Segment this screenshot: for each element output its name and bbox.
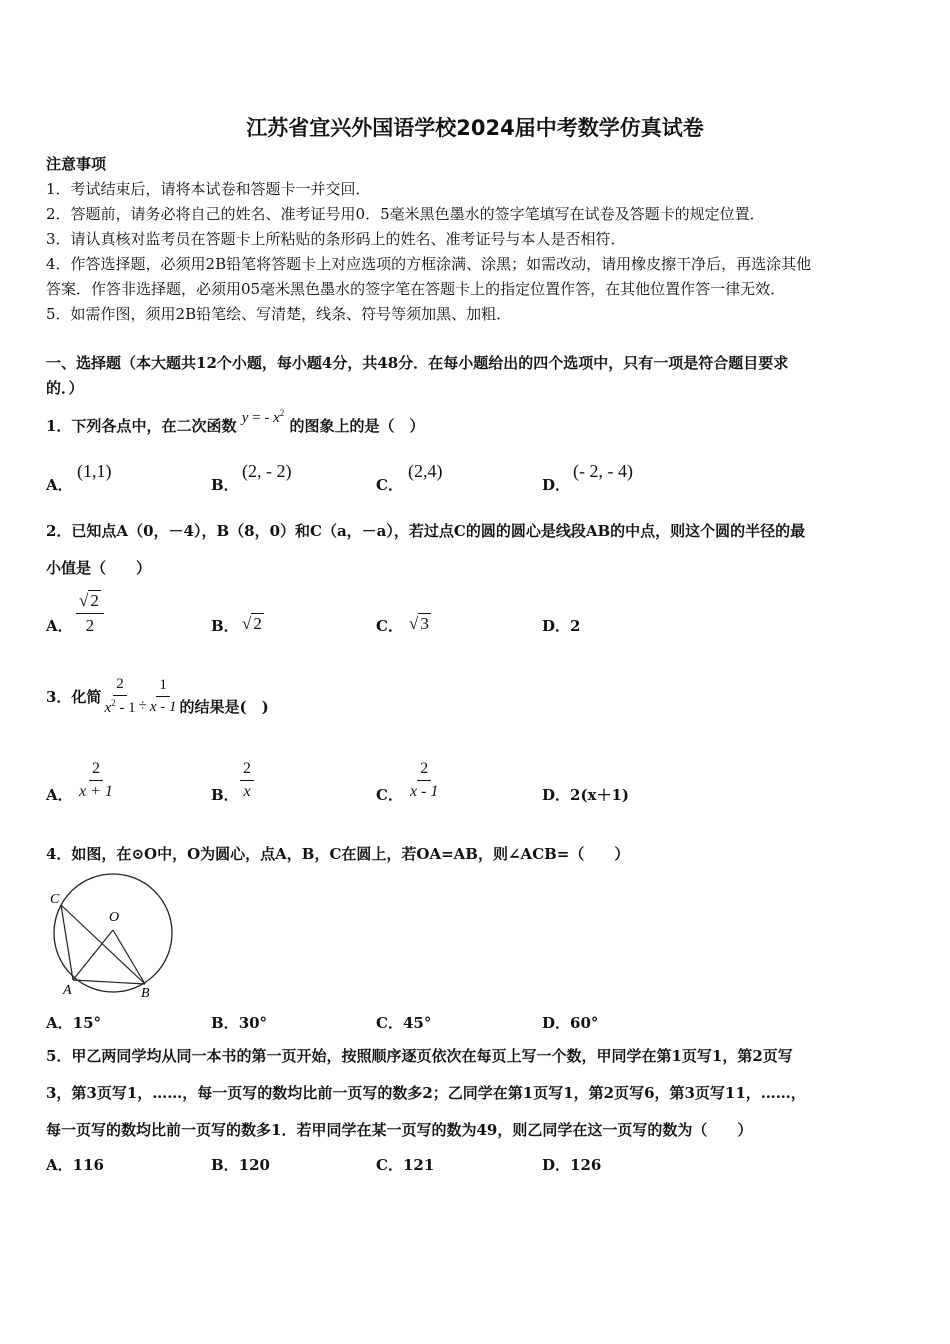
q2-label-b: B． xyxy=(211,617,239,635)
q2-label-a: A． xyxy=(46,617,73,635)
q2-option-a[interactable]: $\frac{√ 2}{2}$ xyxy=(76,591,104,636)
q5-option-d[interactable]: D．126 xyxy=(542,1156,602,1174)
q5-option-c[interactable]: C．121 xyxy=(376,1156,435,1174)
q1-option-d[interactable]: (- 2, - 4) xyxy=(573,461,633,481)
q3-option-b[interactable]: $\frac{2}{x}$ xyxy=(240,760,254,801)
q4-segment-ob xyxy=(113,930,145,984)
q4-segment-ab xyxy=(73,980,145,984)
notice-item-4: 4．作答选择题，必须用2B铅笔将答题卡上对应选项的方框涂满、涂黑；如需改动，请用橡皮擦干净后，再选涂其他 xyxy=(46,255,812,273)
q5-stem: 5．甲乙两同学均从同一本书的第一页开始，按照顺序逐页依次在每页上写一个数，甲同学在第1页写1，第2页写 xyxy=(46,1047,793,1065)
page-title: 江苏省宜兴外国语学校2024届中考数学仿真试卷 xyxy=(246,116,704,140)
q2-label-d[interactable]: D．2 xyxy=(542,617,581,635)
q4-label-b-point: B xyxy=(141,986,150,1000)
q2-option-d: 2 xyxy=(570,617,581,635)
q3-post: 的结果是( ) xyxy=(179,698,269,716)
section-heading-cont: 的．） xyxy=(46,379,84,397)
q4-segment-ao xyxy=(73,930,113,980)
q1-label-c: C． xyxy=(376,476,403,494)
q5-stem-cont-2: 每一页写的数均比前一页写的数多1．若甲同学在某一页写的数为49，则乙同学在这一页写的数为（ ） xyxy=(46,1121,753,1139)
q1-label-d: D． xyxy=(542,476,571,494)
q3-label-b: B． xyxy=(211,786,239,804)
q1-pre: 1．下列各点中，在二次函数 xyxy=(46,417,237,435)
q3-pre: 3．化简 xyxy=(46,688,102,706)
q4-option-a[interactable]: A．15° xyxy=(46,1014,102,1032)
q4-label-a-point: A xyxy=(63,983,72,998)
q4-stem: 4．如图，在⊙O中，O为圆心，点A，B，C在圆上，若OA=AB，则∠ACB=（ ） xyxy=(46,845,630,863)
q3-fraction-1: $\frac{2}{x^2 - 1}$ xyxy=(104,676,136,716)
q4-option-c[interactable]: C．45° xyxy=(376,1014,432,1032)
q1-option-a[interactable]: (1,1) xyxy=(77,461,112,481)
notice-item-1: 1．考试结束后，请将本试卷和答题卡一并交回． xyxy=(46,180,371,198)
q3-label-c: C． xyxy=(376,786,403,804)
q1-option-c[interactable]: (2,4) xyxy=(408,461,443,481)
notice-heading: 注意事项 xyxy=(46,155,107,173)
q4-circle-figure xyxy=(46,872,176,1000)
q2-stem-cont: 小值是（ ） xyxy=(46,559,152,577)
q3-fraction-2: $\frac{1}{x - 1}$ xyxy=(149,677,177,715)
q1-label-a: A． xyxy=(46,476,73,494)
q4-option-d[interactable]: D．60° xyxy=(542,1014,599,1032)
q4-label-o-point: O xyxy=(109,910,120,925)
q1-stem xyxy=(46,408,425,436)
q5-stem-cont-1: 3，第3页写1，……，每一页写的数均比前一页写的数多2；乙同学在第1页写1，第2页写6，第3页写11，……， xyxy=(46,1084,806,1102)
q1-post: 的图象上的是（ ） xyxy=(289,417,425,435)
q1-option-b[interactable]: (2, - 2) xyxy=(242,461,292,481)
q3-label-d[interactable]: D．2(x＋1) xyxy=(542,786,630,804)
q4-option-b[interactable]: B．30° xyxy=(211,1014,268,1032)
q2-option-b[interactable]: √ 2 xyxy=(242,614,262,633)
section-heading: 一、选择题（本大题共12个小题，每小题4分，共48分．在每小题给出的四个选项中，只有一项是符合题目要求 xyxy=(46,354,789,372)
q2-stem: 2．已知点A（0，－4），B（8，0）和C（a，－a），若过点C的圆的圆心是线段AB的中点，则这个圆的半径的最 xyxy=(46,522,806,540)
q4-segment-cb xyxy=(61,905,145,984)
q3-option-a[interactable]: $\frac{2}{x + 1}$ xyxy=(79,760,113,800)
q3-option-c[interactable]: $\frac{2}{x - 1}$ xyxy=(410,760,439,800)
q3-stem xyxy=(46,676,269,717)
q3-divide-sign: ÷ xyxy=(138,698,147,714)
q4-label-c-point: C xyxy=(50,892,60,907)
q5-option-a[interactable]: A．116 xyxy=(46,1156,104,1174)
q2-option-c[interactable]: √ 3 xyxy=(409,614,429,633)
q5-option-b[interactable]: B．120 xyxy=(211,1156,270,1174)
notice-item-4-cont: 答案．作答非选择题，必须用05毫米黑色墨水的签字笔在答题卡上的指定位置作答，在其他位置作答一律无效． xyxy=(46,280,786,298)
q3-option-d: 2(x＋1) xyxy=(570,786,630,804)
q2-label-c: C． xyxy=(376,617,403,635)
q1-label-b: B． xyxy=(211,476,239,494)
notice-item-2: 2．答题前，请务必将自己的姓名、准考证号用0．5毫米黑色墨水的签字笔填写在试卷及答题卡的规定位置． xyxy=(46,205,765,223)
q1-function: y = - $x^2$ xyxy=(241,408,285,426)
q4-segment-ca xyxy=(61,905,73,980)
notice-item-3: 3．请认真核对监考员在答题卡上所粘贴的条形码上的姓名、准考证号与本人是否相符． xyxy=(46,230,626,248)
notice-item-5: 5．如需作图，须用2B铅笔绘、写清楚，线条、符号等须加黑、加粗． xyxy=(46,305,512,323)
q3-label-a: A． xyxy=(46,786,73,804)
